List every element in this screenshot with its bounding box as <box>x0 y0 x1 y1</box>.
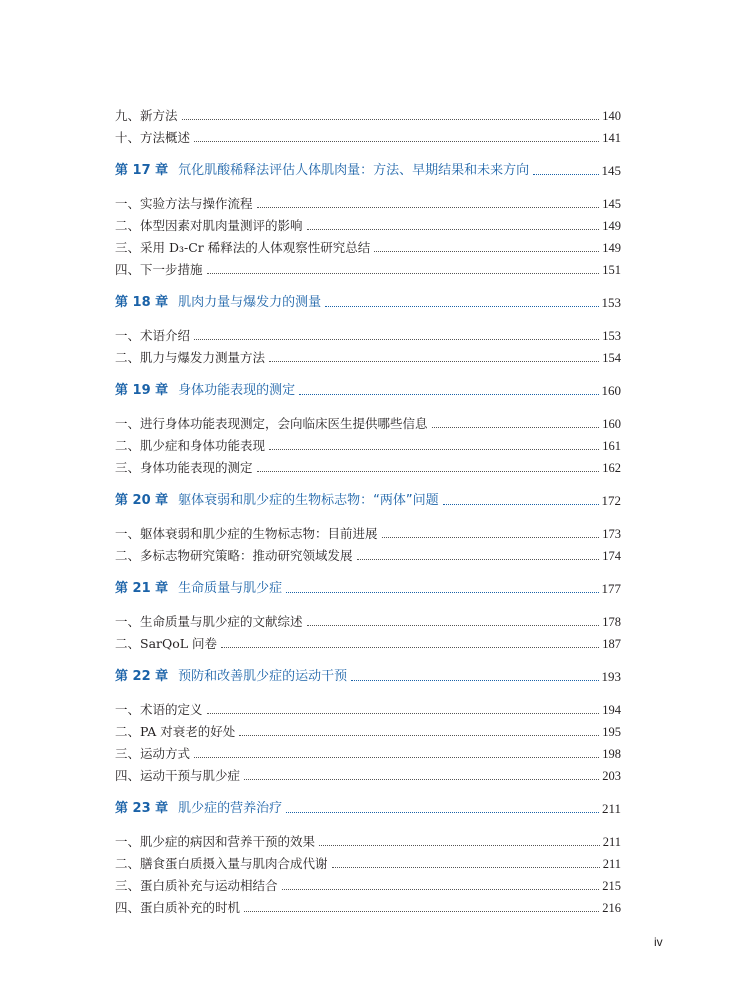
dot-leader <box>307 228 600 230</box>
toc-entry <box>115 189 621 211</box>
page-ref: 153 <box>602 329 621 343</box>
page-ref: 153 <box>601 295 621 310</box>
toc-entry <box>115 321 621 343</box>
toc-entry <box>115 827 621 849</box>
chapter-entry <box>115 376 621 398</box>
toc-entry <box>115 849 621 871</box>
dot-leader <box>351 679 598 681</box>
chapter-entry <box>115 662 621 684</box>
chapter-number: 第 22 章 <box>115 669 169 684</box>
section-label: 四、下一步措施 <box>115 262 203 277</box>
toc-entry <box>115 541 621 563</box>
chapter-title: 氘化肌酸稀释法评估人体肌肉量：方法、早期结果和未来方向 <box>178 163 530 178</box>
section-label: 二、肌少症和身体功能表现 <box>115 438 266 453</box>
toc-entry <box>115 453 621 475</box>
chapter-heading-text <box>115 296 321 310</box>
dot-leader <box>182 118 600 120</box>
page-ref: 149 <box>602 219 621 233</box>
section-label: 一、肌少症的病因和营养干预的效果 <box>115 834 316 849</box>
toc-entry <box>115 761 621 783</box>
dot-leader <box>207 712 600 714</box>
chapter-entry <box>115 156 621 178</box>
section-label: 三、蛋白质补充与运动相结合 <box>115 878 278 893</box>
section-label: 三、身体功能表现的测定 <box>115 460 253 475</box>
toc-entry <box>115 343 621 365</box>
page-ref: 154 <box>602 351 621 365</box>
toc-entry <box>115 871 621 893</box>
chapter-number: 第 17 章 <box>115 163 169 178</box>
chapter-title: 肌少症的营养治疗 <box>178 801 283 816</box>
chapter-number: 第 19 章 <box>115 383 169 398</box>
page-ref: 145 <box>602 197 621 211</box>
dot-leader <box>443 503 599 505</box>
section-label: 一、术语的定义 <box>115 702 203 717</box>
section-label: 一、躯体衰弱和肌少症的生物标志物：目前进展 <box>115 526 378 541</box>
section-label: 一、术语介绍 <box>115 328 191 343</box>
section-label: 一、生命质量与肌少症的文献综述 <box>115 614 303 629</box>
chapter-title: 身体功能表现的测定 <box>178 383 296 398</box>
chapter-entry <box>115 794 621 816</box>
page-ref: 178 <box>602 615 621 629</box>
toc-entry <box>115 717 621 739</box>
page-ref: 211 <box>601 801 621 816</box>
chapter-title: 肌肉力量与爆发力的测量 <box>178 295 322 310</box>
section-label: 二、膳食蛋白质摄入量与肌肉合成代谢 <box>115 856 328 871</box>
page-ref: 149 <box>602 241 621 255</box>
dot-leader <box>282 888 600 890</box>
toc-entry <box>115 255 621 277</box>
page-ref: 216 <box>602 901 621 915</box>
dot-leader <box>269 360 599 362</box>
section-label: 一、进行身体功能表现测定，会向临床医生提供哪些信息 <box>115 416 428 431</box>
page-ref: 215 <box>602 879 621 893</box>
page-ref: 141 <box>602 131 621 145</box>
toc-entry <box>115 409 621 431</box>
section-label: 十、方法概述 <box>115 130 191 145</box>
chapter-heading-text <box>115 494 439 508</box>
dot-leader <box>257 470 600 472</box>
dot-leader <box>432 426 600 428</box>
dot-leader <box>194 140 599 142</box>
dot-leader <box>374 250 599 252</box>
dot-leader <box>319 844 600 846</box>
dot-leader <box>332 866 600 868</box>
dot-leader <box>533 173 598 175</box>
page-number: iv <box>654 935 663 949</box>
chapter-entry <box>115 288 621 310</box>
chapter-heading-text <box>115 164 529 178</box>
chapter-number: 第 21 章 <box>115 581 169 596</box>
chapter-heading-text <box>115 802 282 816</box>
dot-leader <box>286 811 599 813</box>
section-label: 二、SarQoL 问卷 <box>115 636 218 651</box>
chapter-heading-text <box>115 670 347 684</box>
dot-leader <box>325 305 598 307</box>
section-label: 九、新方法 <box>115 108 178 123</box>
page-ref: 193 <box>601 669 621 684</box>
chapter-title: 躯体衰弱和肌少症的生物标志物：“两体”问题 <box>178 493 439 508</box>
dot-leader <box>299 393 598 395</box>
chapter-heading-text <box>115 384 295 398</box>
dot-leader <box>269 448 599 450</box>
page-ref: 173 <box>602 527 621 541</box>
toc-entry <box>115 101 621 123</box>
dot-leader <box>357 558 600 560</box>
dot-leader <box>221 646 599 648</box>
toc-entry <box>115 893 621 915</box>
page-ref: 194 <box>602 703 621 717</box>
toc-entry <box>115 211 621 233</box>
chapter-title: 生命质量与肌少症 <box>178 581 283 596</box>
dot-leader <box>286 591 598 593</box>
chapter-title: 预防和改善肌少症的运动干预 <box>178 669 348 684</box>
page-ref: 140 <box>602 109 621 123</box>
section-label: 四、运动干预与肌少症 <box>115 768 241 783</box>
section-label: 一、实验方法与操作流程 <box>115 196 253 211</box>
page-ref: 187 <box>602 637 621 651</box>
toc-entry <box>115 629 621 651</box>
dot-leader <box>307 624 600 626</box>
page-ref: 151 <box>602 263 621 277</box>
dot-leader <box>194 756 599 758</box>
section-label: 二、多标志物研究策略：推动研究领域发展 <box>115 548 353 563</box>
toc-entry <box>115 431 621 453</box>
dot-leader <box>257 206 600 208</box>
dot-leader <box>244 910 599 912</box>
toc-entry <box>115 123 621 145</box>
dot-leader <box>244 778 599 780</box>
toc-entry <box>115 233 621 255</box>
chapter-number: 第 20 章 <box>115 493 169 508</box>
chapter-entry <box>115 574 621 596</box>
page-ref: 195 <box>602 725 621 739</box>
page-ref: 203 <box>602 769 621 783</box>
chapter-number: 第 18 章 <box>115 295 169 310</box>
toc-entry <box>115 519 621 541</box>
section-label: 四、蛋白质补充的时机 <box>115 900 241 915</box>
chapter-entry <box>115 486 621 508</box>
page-ref: 162 <box>602 461 621 475</box>
page-ref: 198 <box>602 747 621 761</box>
page-ref: 145 <box>601 163 621 178</box>
section-label: 三、采用 D₃-Cr 稀释法的人体观察性研究总结 <box>115 240 371 255</box>
section-label: 二、体型因素对肌肉量测评的影响 <box>115 218 303 233</box>
page-ref: 160 <box>601 383 621 398</box>
chapter-heading-text <box>115 582 282 596</box>
toc-entry <box>115 607 621 629</box>
toc-entry <box>115 695 621 717</box>
page-ref: 177 <box>601 581 621 596</box>
dot-leader <box>239 734 599 736</box>
page-ref: 161 <box>602 439 621 453</box>
chapter-number: 第 23 章 <box>115 801 169 816</box>
page-ref: 211 <box>602 857 621 871</box>
dot-leader <box>194 338 599 340</box>
page-ref: 160 <box>602 417 621 431</box>
section-label: 二、PA 对衰老的好处 <box>115 724 236 739</box>
section-label: 三、运动方式 <box>115 746 191 761</box>
section-label: 二、肌力与爆发力测量方法 <box>115 350 266 365</box>
dot-leader <box>382 536 600 538</box>
dot-leader <box>207 272 600 274</box>
toc-entry <box>115 739 621 761</box>
table-of-contents <box>115 101 621 915</box>
page-ref: 174 <box>602 549 621 563</box>
page-ref: 172 <box>601 493 621 508</box>
page-ref: 211 <box>602 835 621 849</box>
